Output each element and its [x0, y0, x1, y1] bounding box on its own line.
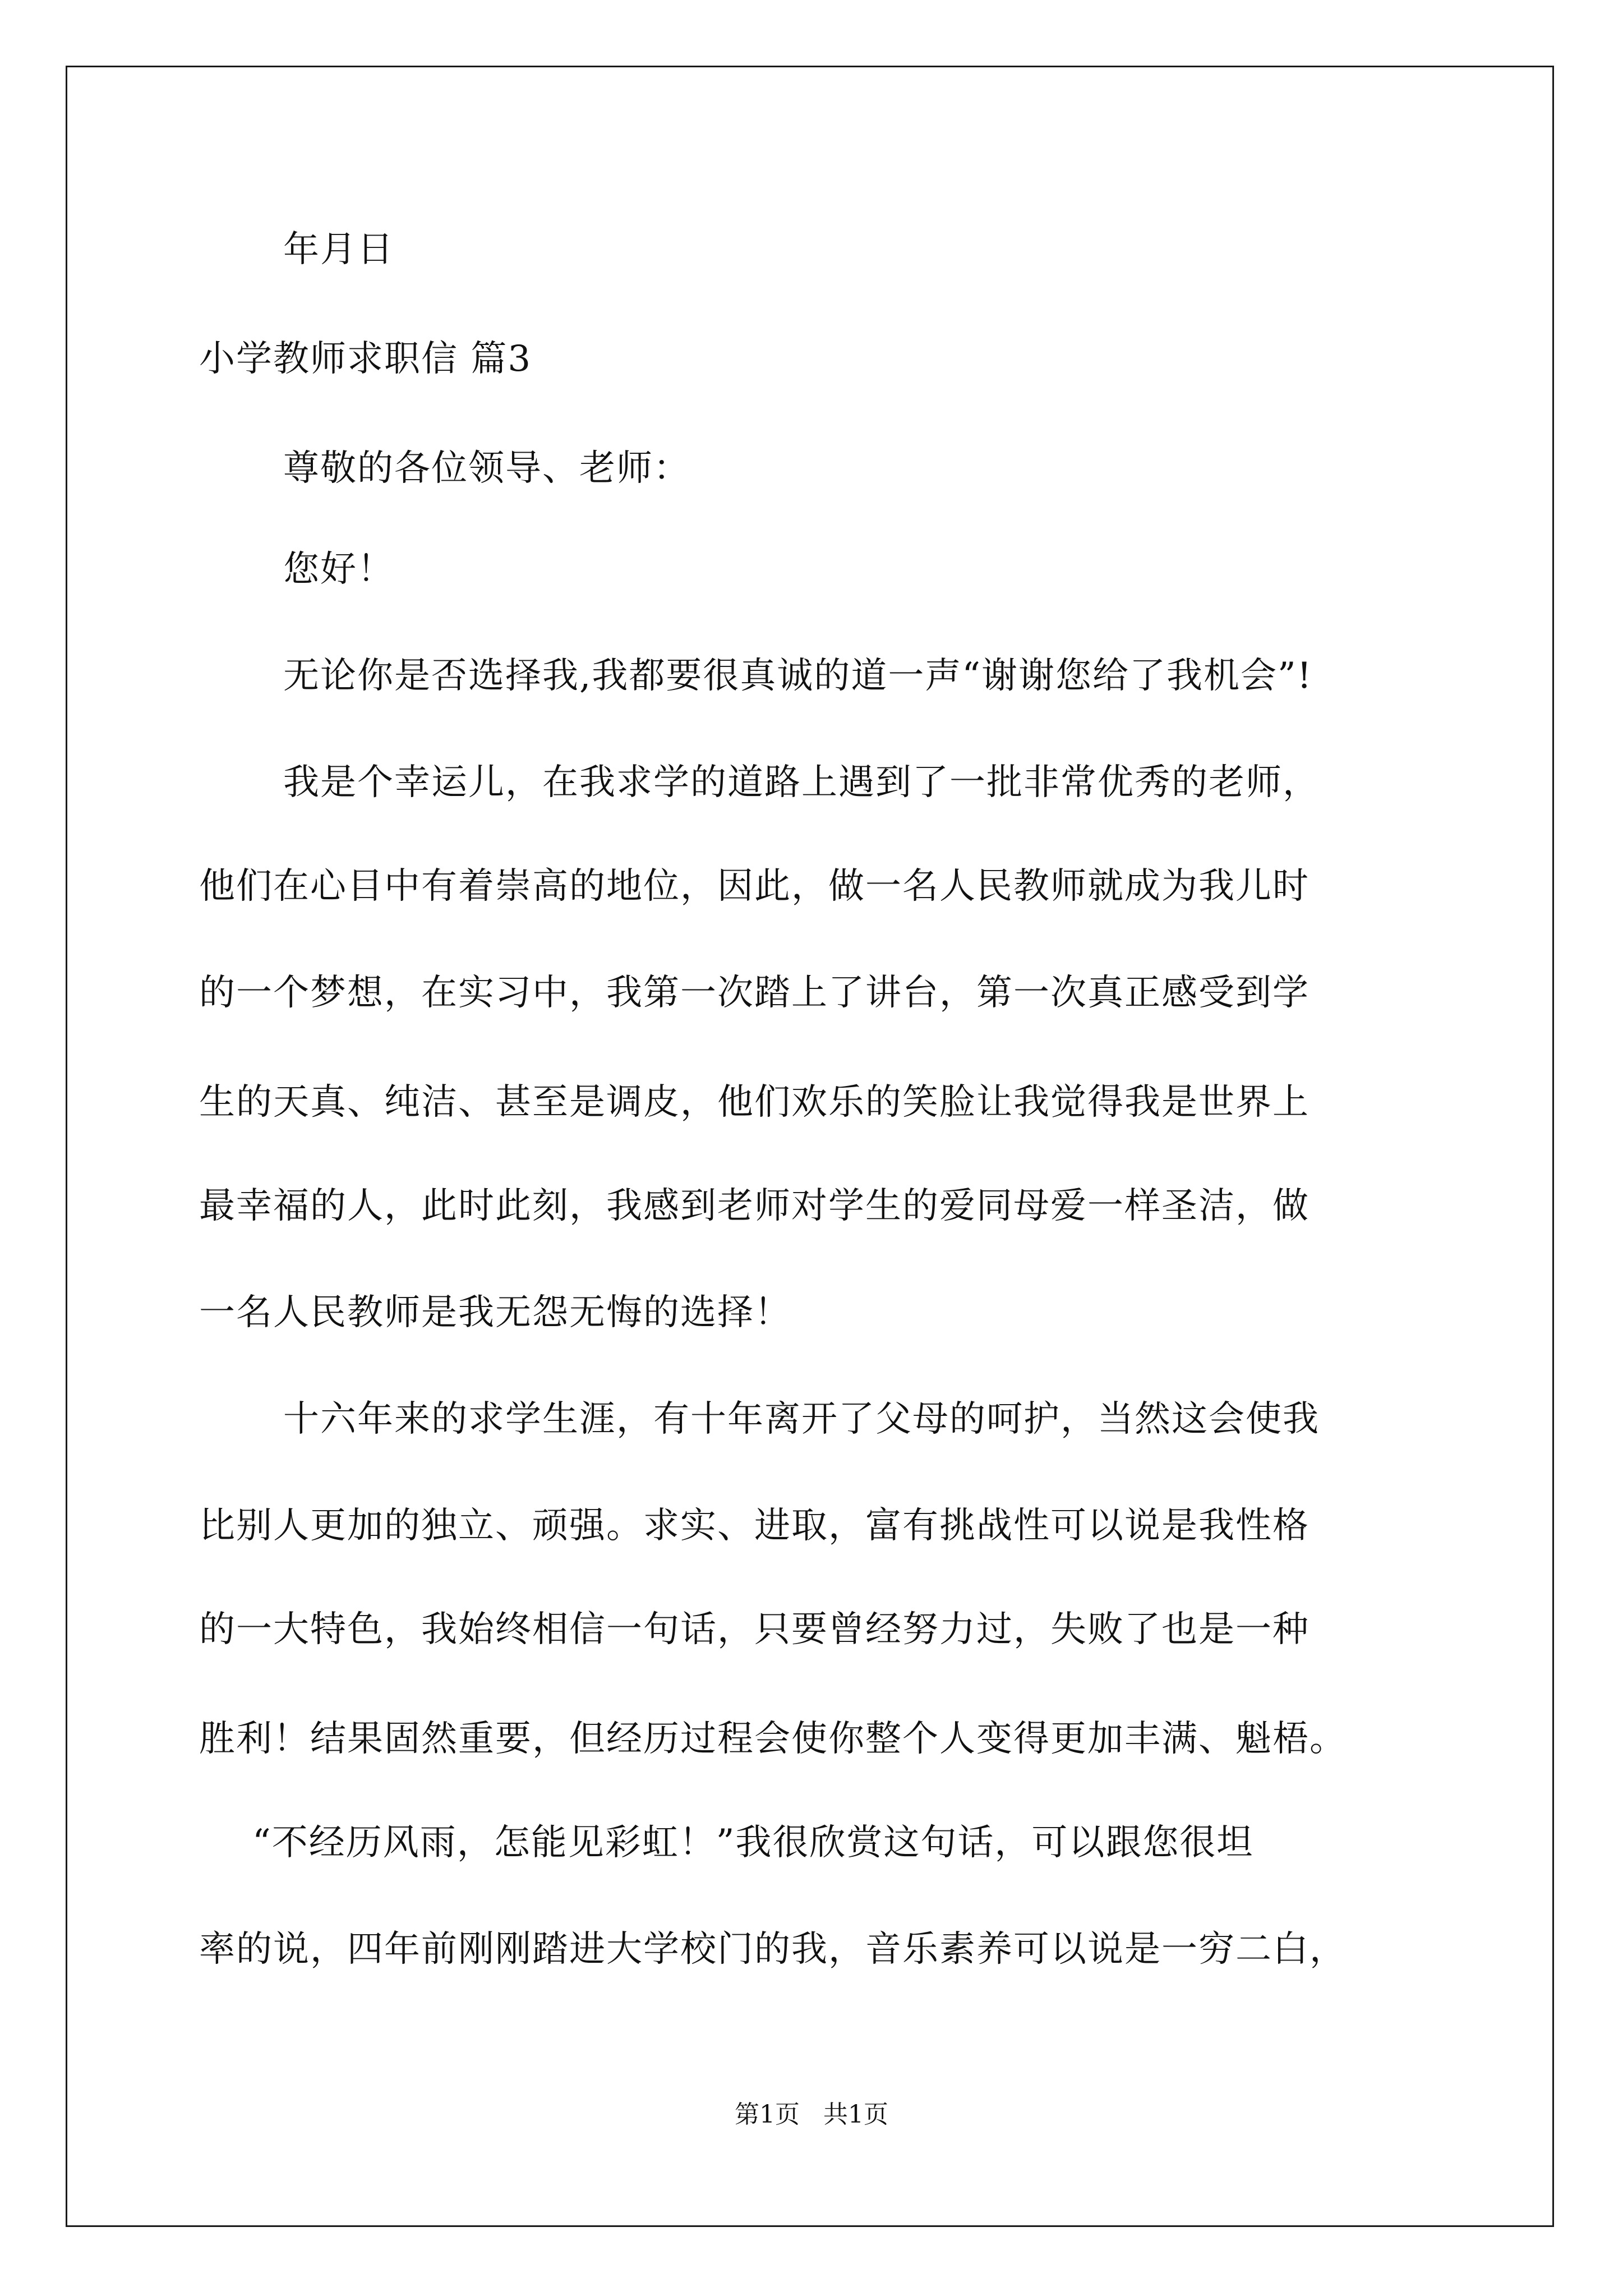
- paragraph-line: 一名人民教师是我无怨无悔的选择！: [199, 1292, 791, 1333]
- paragraph-line: 率的说，四年前刚刚踏进大学校门的我，音乐素养可以说是一穷二白，: [199, 1929, 1347, 1970]
- letter-heading: 小学教师求职信 篇3: [199, 338, 532, 380]
- page-border: [66, 66, 1554, 2227]
- paragraph-line: “不经历风雨，怎能见彩虹！”我很欣赏这句话，可以跟您很坦: [252, 1822, 1254, 1864]
- paragraph-line: 他们在心目中有着崇高的地位，因此，做一名人民教师就成为我儿时: [199, 866, 1310, 907]
- paragraph-line: 的一大特色，我始终相信一句话，只要曾经努力过，失败了也是一种: [199, 1609, 1310, 1650]
- paragraph-line: 的一个梦想，在实习中，我第一次踏上了讲台，第一次真正感受到学: [199, 972, 1310, 1014]
- page-number-footer: 第1页 共1页: [735, 2100, 888, 2129]
- paragraph-line: 我是个幸运儿，在我求学的道路上遇到了一批非常优秀的老师，: [283, 762, 1320, 803]
- paragraph-line: 十六年来的求学生涯，有十年离开了父母的呵护，当然这会使我: [283, 1398, 1320, 1440]
- greeting: 您好！: [283, 549, 394, 590]
- paragraph-line: 生的天真、纯洁、甚至是调皮，他们欢乐的笑脸让我觉得我是世界上: [199, 1082, 1310, 1123]
- paragraph-line: 最幸福的人，此时此刻，我感到老师对学生的爱同母爱一样圣洁，做: [199, 1185, 1310, 1227]
- paragraph-line: 比别人更加的独立、顽强。求实、进取，富有挑战性可以说是我性格: [199, 1505, 1310, 1547]
- salutation: 尊敬的各位领导、老师：: [283, 448, 690, 489]
- date-line: 年月日: [283, 229, 394, 270]
- paragraph-line: 胜利！结果固然重要，但经历过程会使你整个人变得更加丰满、魁梧。: [199, 1718, 1347, 1760]
- paragraph-line: 无论你是否选择我,我都要很真诚的道一声“谢谢您给了我机会”!: [283, 655, 1313, 697]
